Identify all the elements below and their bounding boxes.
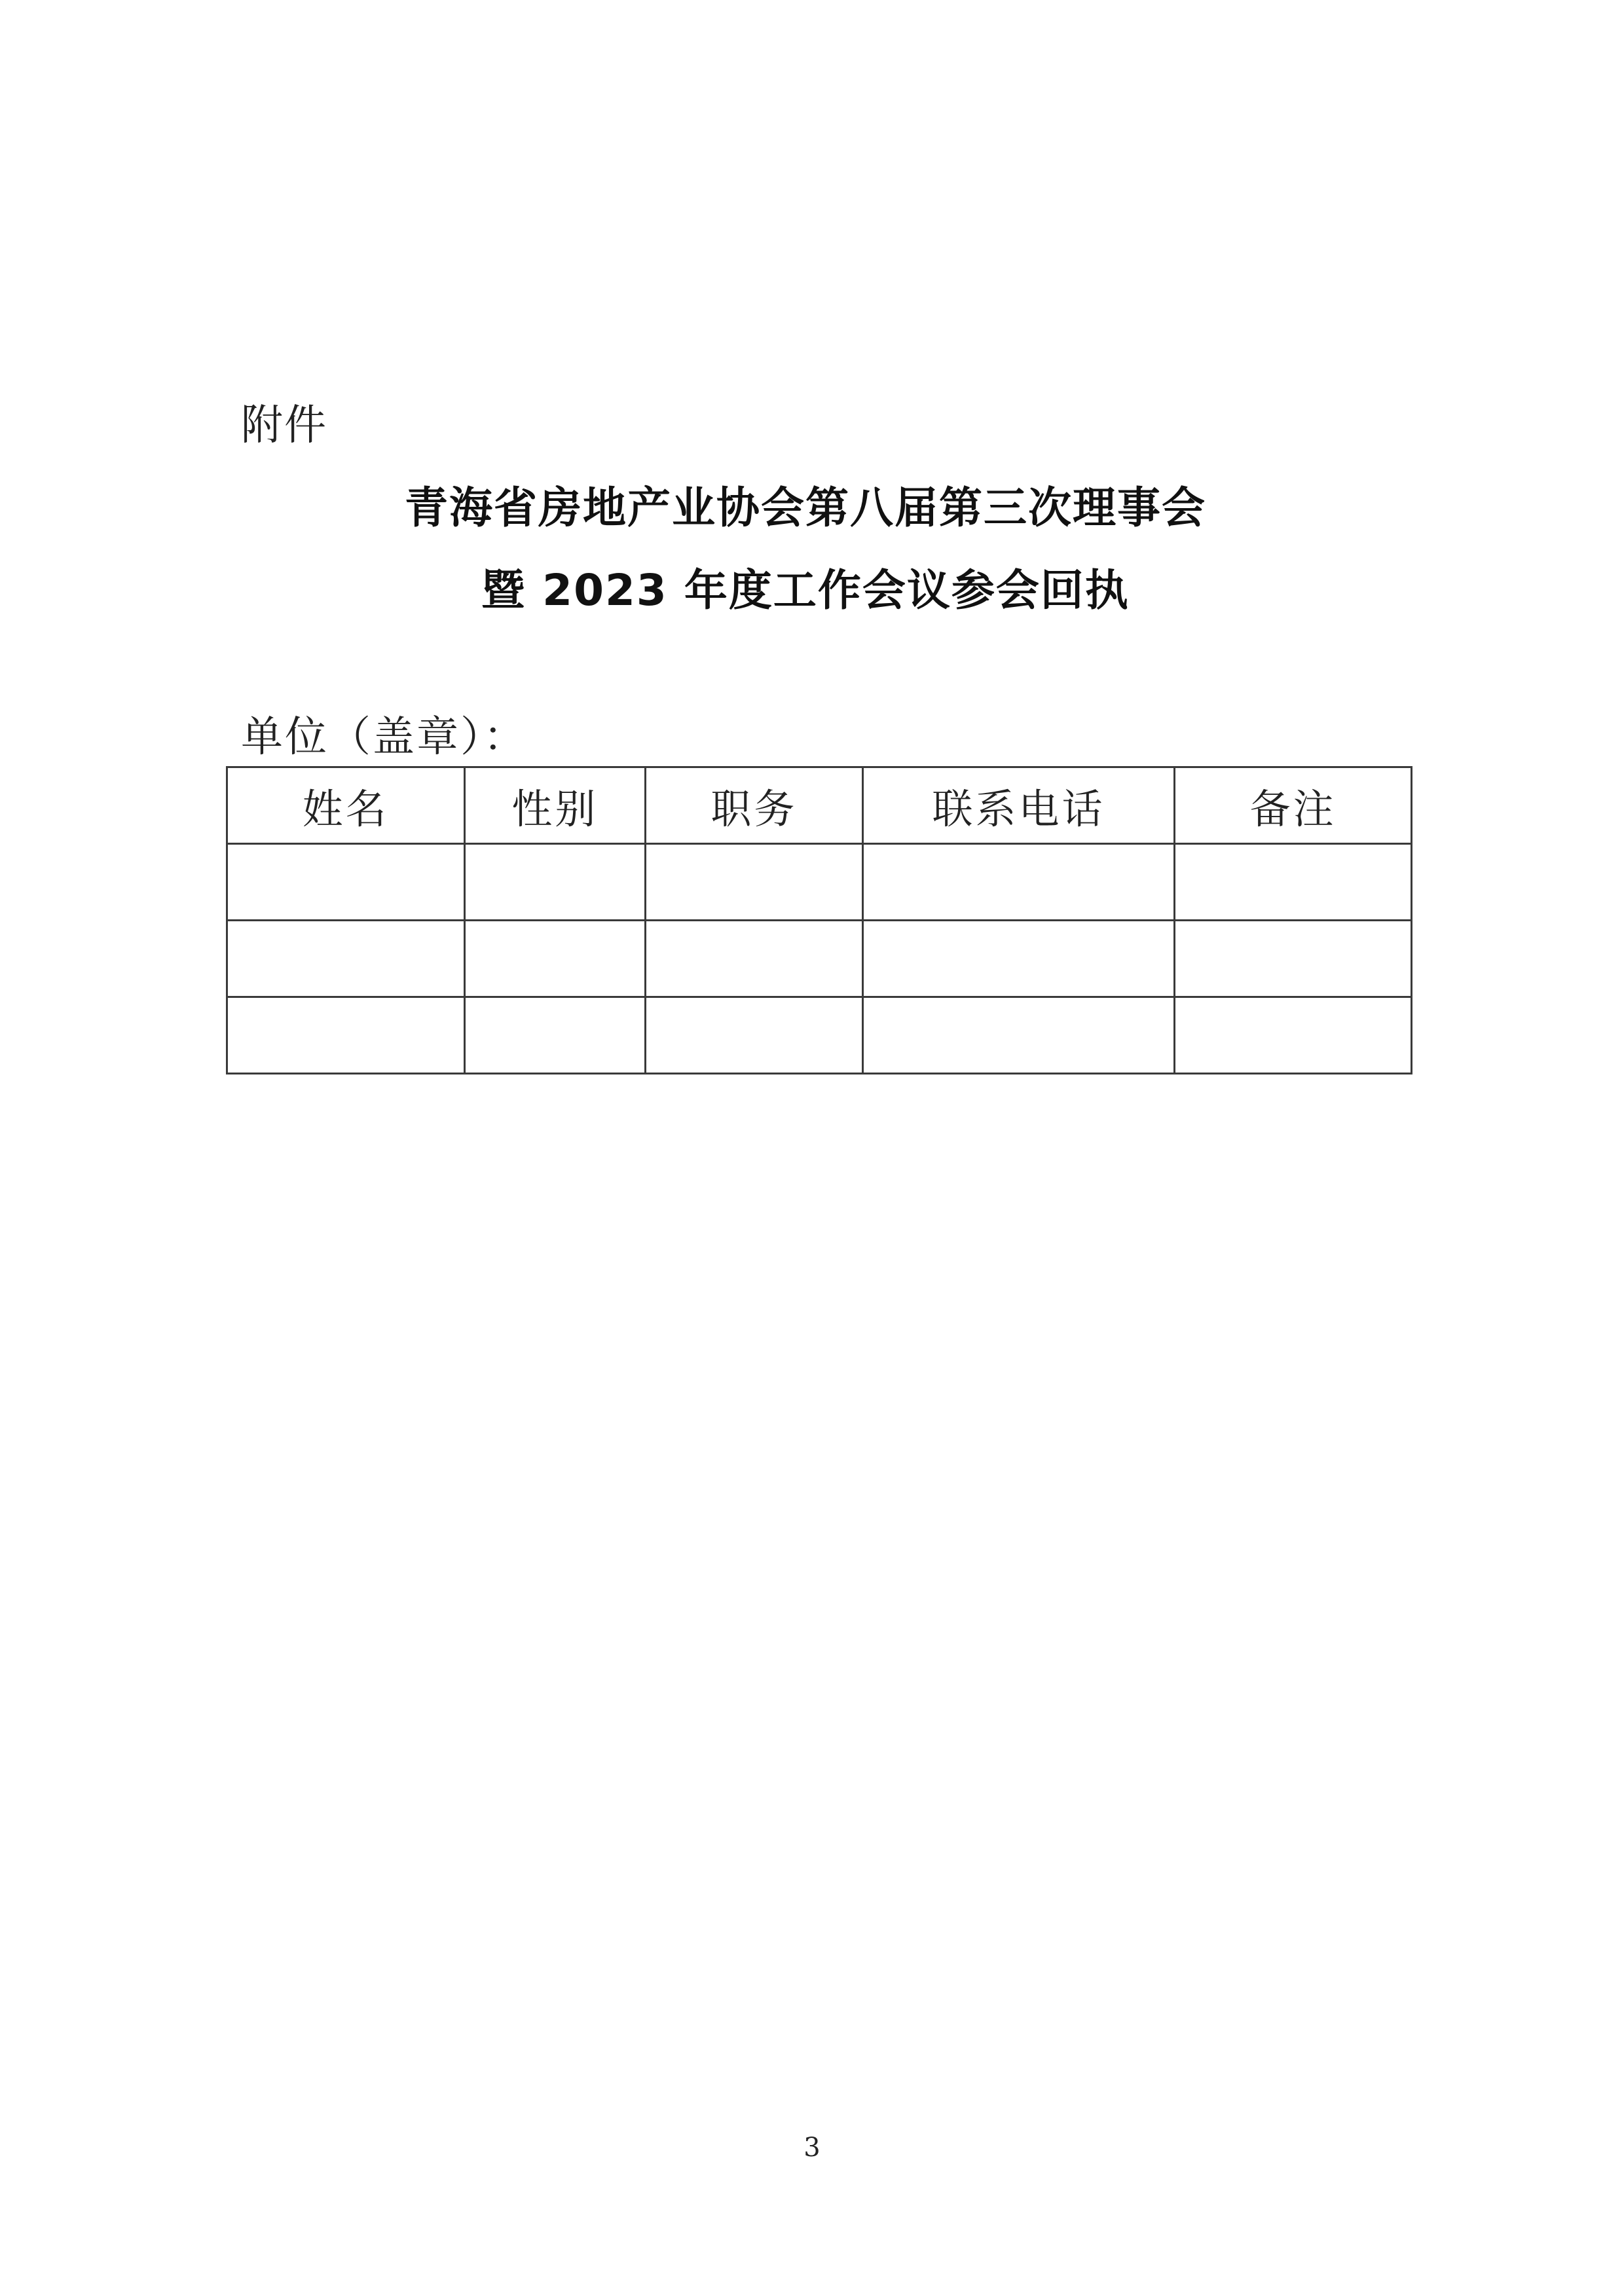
table-cell-remarks[interactable] bbox=[1175, 844, 1412, 921]
table-cell-phone[interactable] bbox=[862, 844, 1175, 921]
table-cell-gender[interactable] bbox=[464, 921, 645, 997]
table-cell-position[interactable] bbox=[646, 844, 863, 921]
table-cell-remarks[interactable] bbox=[1175, 921, 1412, 997]
table-cell-phone[interactable] bbox=[862, 921, 1175, 997]
table-cell-position[interactable] bbox=[646, 997, 863, 1074]
table-row bbox=[227, 844, 1412, 921]
table-cell-name[interactable] bbox=[227, 844, 465, 921]
table-row bbox=[227, 997, 1412, 1074]
header-remarks: 备注 bbox=[1175, 767, 1412, 844]
table-cell-gender[interactable] bbox=[464, 997, 645, 1074]
document-title-line-1: 青海省房地产业协会第八届第三次理事会 bbox=[405, 483, 1206, 533]
table-cell-name[interactable] bbox=[227, 921, 465, 997]
attendance-receipt-table bbox=[226, 766, 1412, 1074]
header-name: 姓名 bbox=[227, 767, 465, 844]
attachment-label: 附件 bbox=[241, 401, 327, 450]
table-cell-position[interactable] bbox=[646, 921, 863, 997]
table-cell-remarks[interactable] bbox=[1175, 997, 1412, 1074]
table-cell-name[interactable] bbox=[227, 997, 465, 1074]
table-header-row bbox=[227, 767, 1412, 844]
table-cell-gender[interactable] bbox=[464, 844, 645, 921]
unit-seal-label: 单位（盖章）： bbox=[241, 713, 527, 762]
table-row bbox=[227, 921, 1412, 997]
document-title-line-2: 暨 2023 年度工作会议参会回执 bbox=[481, 565, 1130, 615]
header-gender: 性别 bbox=[464, 767, 645, 844]
page-number: 3 bbox=[803, 2133, 821, 2163]
table-cell-phone[interactable] bbox=[862, 997, 1175, 1074]
header-position: 职务 bbox=[646, 767, 863, 844]
header-phone: 联系电话 bbox=[862, 767, 1175, 844]
